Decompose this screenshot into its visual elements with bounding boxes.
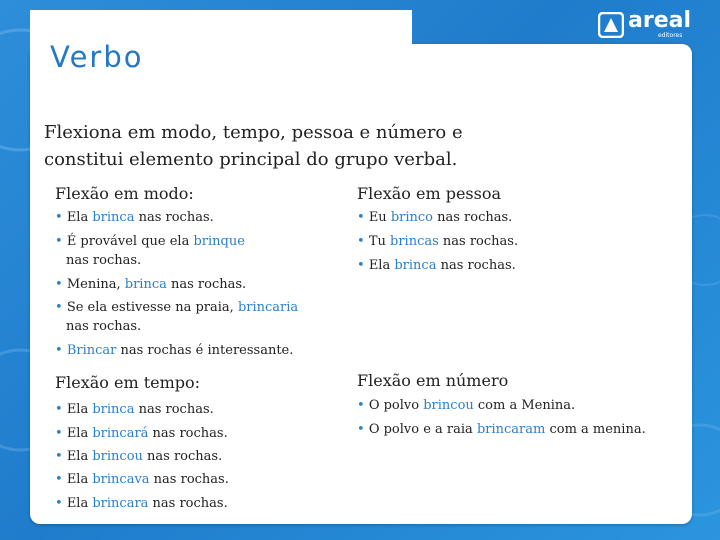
section-title-tempo: Flexão em tempo: xyxy=(55,373,201,392)
list-item: • O polvo brincou com a Menina. xyxy=(357,398,576,413)
list-item: • Ela brinca nas rochas. xyxy=(55,402,214,417)
list-item: • Ela brincara nas rochas. xyxy=(55,496,228,511)
brand-subtitle: editores xyxy=(658,32,683,39)
list-item: • Tu brincas nas rochas. xyxy=(357,234,519,249)
list-item-continuation: nas rochas. xyxy=(66,319,142,334)
list-item: • O polvo e a raia brincaram com a menina. xyxy=(357,422,646,437)
section-title-numero: Flexão em número xyxy=(357,371,509,390)
list-item-continuation: nas rochas. xyxy=(66,253,142,268)
intro-text: Flexiona em modo, tempo, pessoa e número e constitui elemento principal do grupo verbal. xyxy=(44,122,463,170)
brand-logo xyxy=(598,8,698,42)
page-title: Verbo xyxy=(50,40,144,74)
areal-logo-icon xyxy=(598,12,624,38)
list-item: • Ela brincou nas rochas. xyxy=(55,449,223,464)
list-item: • É provável que ela brinque xyxy=(55,234,245,249)
list-item: • Ela brincava nas rochas. xyxy=(55,472,229,487)
list-item: • Se ela estivesse na praia, brincaria xyxy=(55,300,299,315)
list-item: • Brincar nas rochas é interessante. xyxy=(55,343,294,358)
section-title-pessoa: Flexão em pessoa xyxy=(357,184,501,203)
list-item: • Ela brinca nas rochas. xyxy=(357,258,516,273)
section-title-modo: Flexão em modo: xyxy=(55,184,194,203)
brand-name: areal xyxy=(628,8,692,33)
list-item: • Eu brinco nas rochas. xyxy=(357,210,513,225)
list-item: • Menina, brinca nas rochas. xyxy=(55,277,247,292)
list-item: • Ela brincará nas rochas. xyxy=(55,426,228,441)
list-item: • Ela brinca nas rochas. xyxy=(55,210,214,225)
